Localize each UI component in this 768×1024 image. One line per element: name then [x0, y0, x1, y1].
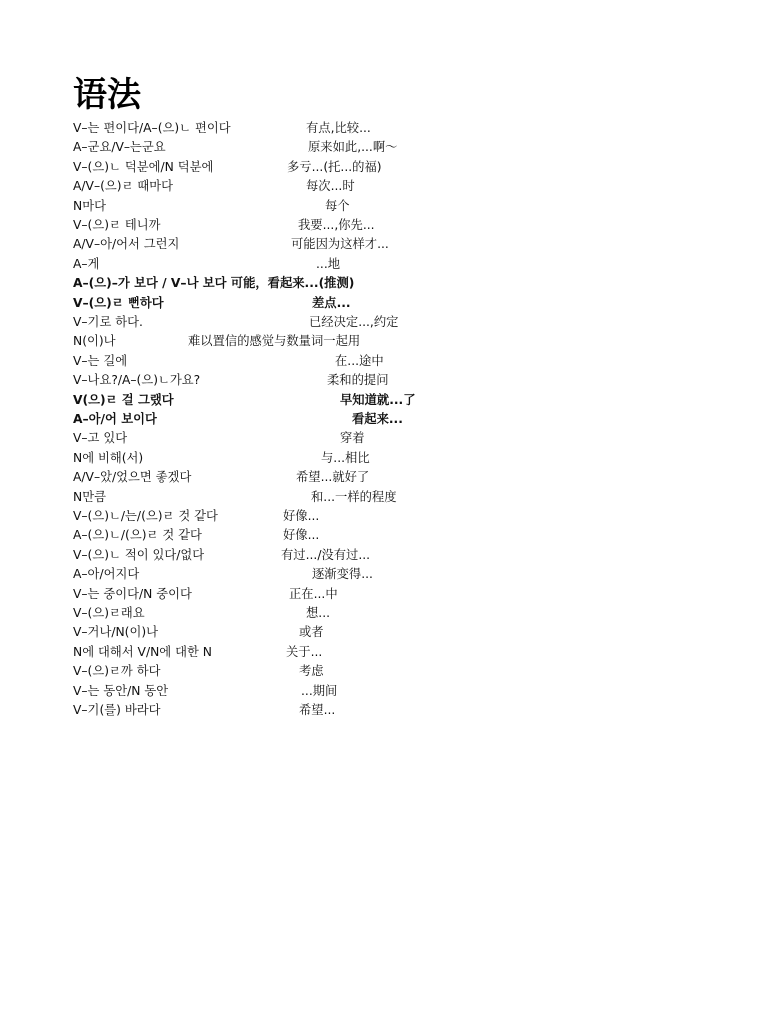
grammar-pattern: V–는 동안/N 동안 [73, 683, 169, 698]
grammar-row [0, 682, 768, 701]
grammar-pattern: V–(으)ㄹ까 하다 [73, 664, 161, 679]
grammar-meaning: ...地 [316, 256, 341, 271]
grammar-pattern: A–군요/V–는군요 [73, 140, 166, 155]
grammar-row [0, 488, 768, 507]
grammar-row [0, 429, 768, 448]
grammar-meaning: 多亏...(托...的福) [287, 159, 382, 174]
grammar-pattern: V–나요?/A–(으)ㄴ가요? [73, 373, 201, 388]
grammar-meaning: 穿着 [340, 431, 365, 446]
grammar-meaning: 有过.../没有过... [281, 547, 371, 562]
grammar-meaning: 或者 [299, 625, 324, 640]
grammar-row [0, 294, 768, 313]
grammar-meaning: 正在...中 [289, 586, 338, 601]
grammar-row [0, 391, 768, 410]
grammar-pattern: A/V–아/어서 그런지 [73, 237, 180, 252]
grammar-row [0, 158, 768, 177]
grammar-pattern: V–는 편이다/A–(으)ㄴ 편이다 [73, 121, 231, 135]
grammar-row [0, 507, 768, 526]
grammar-meaning: 可能因为这样才... [291, 237, 389, 252]
grammar-pattern: N마다 [73, 198, 106, 213]
grammar-pattern: N에 비해(서) [73, 450, 144, 465]
grammar-row [0, 662, 768, 681]
grammar-pattern: N에 대해서 V/N에 대한 N [73, 644, 212, 659]
grammar-pattern: V–(으)ㄹ 테니까 [73, 218, 161, 232]
grammar-meaning: 有点,比较... [306, 121, 371, 135]
grammar-row [0, 410, 768, 429]
grammar-row [0, 701, 768, 720]
grammar-meaning: 柔和的提问 [327, 373, 389, 388]
grammar-meaning: 关于... [286, 644, 323, 659]
grammar-pattern: V–(으)ㄹ 뻔하다 [73, 295, 164, 310]
grammar-row [0, 197, 768, 216]
grammar-pattern: V–(으)ㄴ 적이 있다/없다 [73, 547, 205, 562]
grammar-row [0, 565, 768, 584]
grammar-meaning: 难以置信的感觉与数量词一起用 [188, 334, 361, 349]
grammar-pattern: A–아/어지다 [73, 567, 140, 582]
grammar-meaning: 好像... [283, 509, 320, 523]
grammar-pattern: V–(으)ㄴ 덕분에/N 덕분에 [73, 159, 214, 174]
grammar-meaning: 我要...,你先... [298, 218, 375, 232]
grammar-row [0, 274, 768, 293]
grammar-meaning: 与...相比 [321, 450, 370, 465]
grammar-meaning: 差点... [312, 295, 351, 310]
grammar-pattern: A–게 [73, 256, 100, 271]
grammar-row [0, 585, 768, 604]
grammar-row [0, 546, 768, 565]
grammar-row [0, 643, 768, 662]
grammar-pattern: V–(으)ㄹ래요 [73, 606, 145, 620]
grammar-row [0, 138, 768, 157]
grammar-row [0, 255, 768, 274]
grammar-pattern: V–기로 하다. [73, 315, 143, 329]
grammar-pattern: N만큼 [73, 489, 106, 504]
grammar-row [0, 332, 768, 351]
grammar-meaning: 想... [306, 606, 331, 620]
grammar-meaning: 每个 [325, 198, 350, 213]
grammar-meaning: 原来如此,...啊～ [308, 140, 398, 155]
grammar-pattern: A/V–았/었으면 좋겠다 [73, 470, 192, 485]
grammar-meaning: 早知道就...了 [340, 392, 416, 407]
grammar-meaning: 希望...就好了 [296, 470, 370, 485]
grammar-meaning: 考虑 [299, 664, 324, 679]
grammar-row [0, 526, 768, 545]
grammar-meaning: 看起来... [352, 412, 403, 426]
grammar-pattern: V–거나/N(이)나 [73, 625, 159, 640]
grammar-pattern: V–(으)ㄴ/는/(으)ㄹ 것 같다 [73, 509, 218, 523]
grammar-pattern: V–기(를) 바라다 [73, 703, 161, 717]
grammar-meaning: 好像... [283, 528, 320, 543]
grammar-pattern: A–아/어 보이다 [73, 412, 157, 426]
grammar-row [0, 623, 768, 642]
grammar-meaning: ...期间 [301, 683, 338, 698]
grammar-pattern: A–(으)ㄴ/(으)ㄹ 것 같다 [73, 528, 202, 543]
grammar-row [0, 468, 768, 487]
grammar-meaning: 和...一样的程度 [311, 489, 397, 504]
grammar-pattern: V–고 있다 [73, 431, 128, 446]
grammar-row [0, 313, 768, 332]
grammar-meaning: 已经决定...,约定 [309, 315, 399, 329]
grammar-pattern: V(으)ㄹ 걸 그랬다 [73, 392, 174, 407]
grammar-pattern: V–는 중이다/N 중이다 [73, 586, 192, 601]
grammar-row [0, 216, 768, 235]
grammar-row [0, 177, 768, 196]
grammar-row [0, 119, 768, 138]
grammar-row [0, 371, 768, 390]
grammar-pattern: V–는 길에 [73, 353, 128, 368]
grammar-row [0, 449, 768, 468]
grammar-meaning: 希望... [299, 703, 336, 717]
grammar-row [0, 235, 768, 254]
grammar-meaning: 每次...时 [306, 179, 355, 194]
grammar-row [0, 604, 768, 623]
grammar-meaning: 逐渐变得... [312, 567, 373, 582]
grammar-row [0, 352, 768, 371]
grammar-meaning: 在...途中 [335, 353, 384, 368]
grammar-pattern: A/V–(으)ㄹ 때마다 [73, 179, 174, 194]
grammar-pattern: A–(으)–가 보다 / V–나 보다 可能，看起来...(推测) [73, 276, 355, 291]
grammar-pattern: N(이)나 [73, 334, 116, 349]
page-title: 语法 [73, 75, 141, 115]
